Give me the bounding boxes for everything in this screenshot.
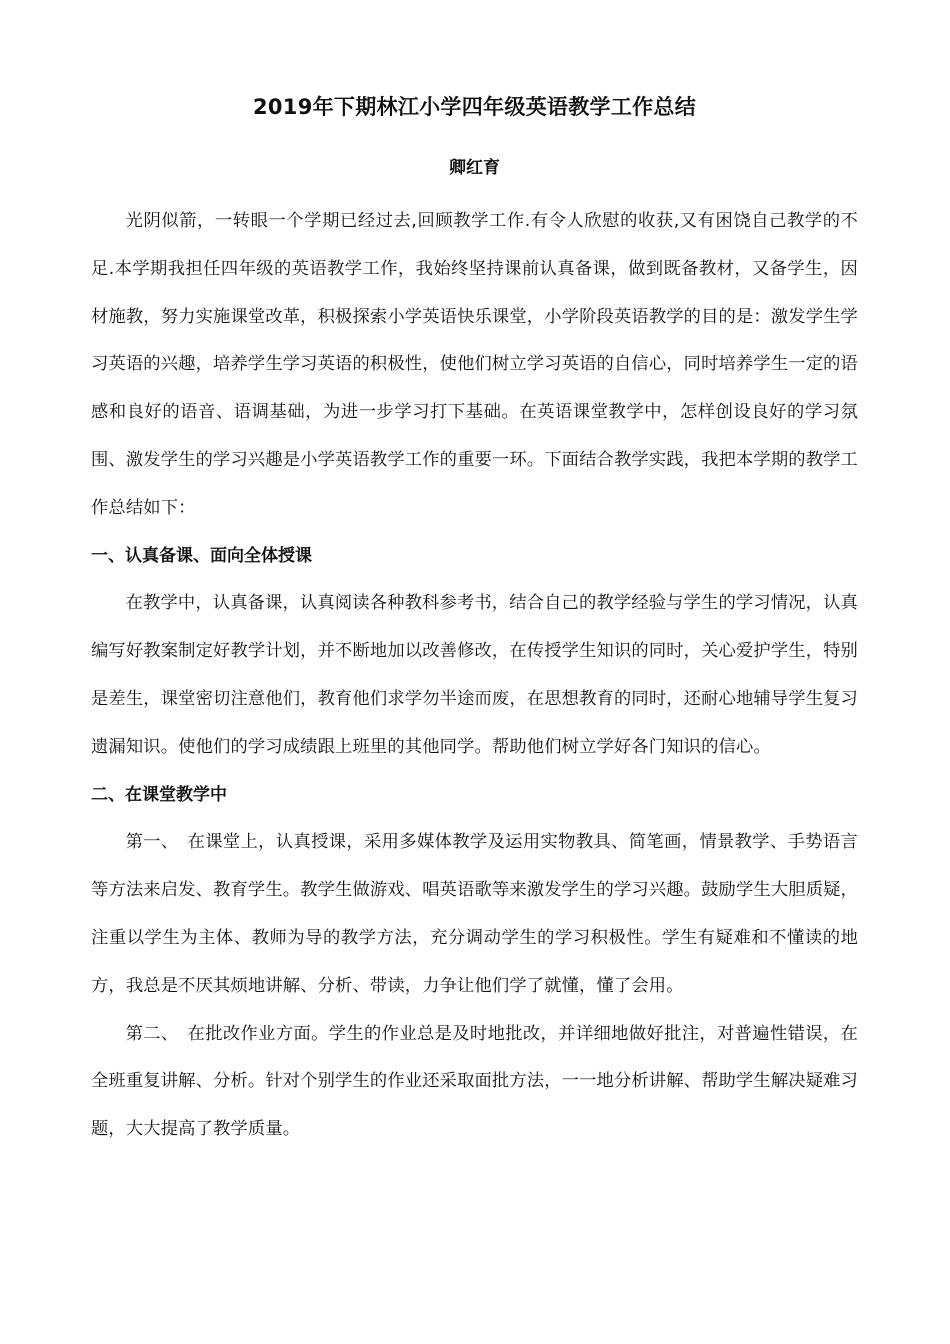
section-heading-2: 二、在课堂教学中 [91,784,227,805]
section-heading-1: 一、认真备课、面向全体授课 [91,545,312,566]
document-title: 2019年下期林江小学四年级英语教学工作总结 [252,95,697,119]
section-2-paragraph-1: 第一、 在课堂上，认真授课，采用多媒体教学及运用实物教具、简笔画，情景教学、手势语言等方法来启发、教育学生。教学生做游戏、唱英语歌等来激发学生的学习兴趣。鼓励学生大胆质疑，注重以学生为主体、教师为导的教学方法，充分调动学生的学习积极性。学生有疑难和不懂读的地方，我总是不厌其烦地讲解、分析、带读，力争让他们学了就懂，懂了会用。 [91,832,858,996]
author-name: 卿红育 [449,158,500,178]
document-body [91,198,858,1154]
intro-paragraph: 光阴似箭，一转眼一个学期已经过去,回顾教学工作.有令人欣慰的收获,又有困饶自己教学的不足.本学期我担任四年级的英语教学工作，我始终坚持课前认真备课，做到既备教材，又备学生，因材施教，努力实施课堂改革，积极探索小学英语快乐课堂，小学阶段英语教学的目的是：激发学生学习英语的兴趣，培养学生学习英语的积极性，使他们树立学习英语的自信心，同时培养学生一定的语感和良好的语音、语调基础，为进一步学习打下基础。在英语课堂教学中，怎样创设良好的学习氛围、激发学生的学习兴趣是小学英语教学工作的重要一环。下面结合教学实践，我把本学期的教学工作总结如下： [91,211,858,518]
section-2-paragraph-2: 第二、 在批改作业方面。学生的作业总是及时地批改，并详细地做好批注，对普遍性错误，在全班重复讲解、分析。针对个别学生的作业还采取面批方法，一一地分析讲解、帮助学生解决疑难习题，大大提高了教学质量。 [91,1023,858,1140]
section-1-paragraph: 在教学中，认真备课，认真阅读各种教科参考书，结合自己的教学经验与学生的学习情况，认真编写好教案制定好教学计划，并不断地加以改善修改，在传授学生知识的同时，关心爱护学生，特别是差生，课堂密切注意他们，教育他们求学勿半途而废，在思想教育的同时，还耐心地辅导学生复习遗漏知识。使他们的学习成绩跟上班里的其他同学。帮助他们树立学好各门知识的信心。 [91,593,858,757]
